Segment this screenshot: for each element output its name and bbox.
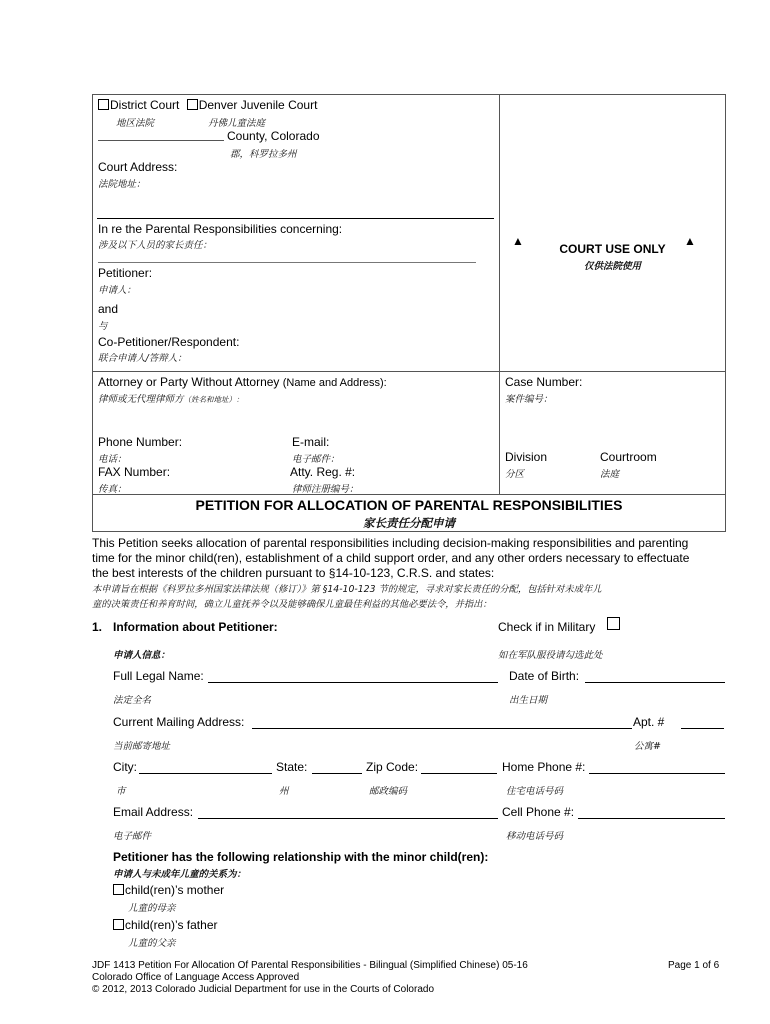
email-caption-label: E-mail:: [292, 435, 330, 449]
county-name-field[interactable]: [98, 140, 224, 141]
in-re-zh: 涉及以下人员的家长责任：: [98, 240, 213, 251]
intro-paragraph-zh: [92, 582, 732, 612]
and-label: and: [98, 302, 119, 316]
military-label: Check if in Military: [498, 620, 596, 634]
cell-phone-label: Cell Phone #:: [502, 805, 575, 819]
email-address-zh: 电子邮件: [113, 831, 152, 842]
intro-line-zh: 童的决策责任和养育时间，确立儿童抚养令以及能够确保儿童最佳利益的其他必要法令，并指出：: [92, 599, 492, 610]
petitioner-zh: 申请人：: [98, 285, 137, 296]
parties-field[interactable]: [98, 262, 476, 263]
mother-label: child(ren)’s mother: [125, 883, 225, 897]
home-phone-field[interactable]: [589, 773, 725, 774]
case-number-label: Case Number:: [505, 375, 583, 389]
district-court-zh: 地区法院: [116, 118, 155, 129]
county-label: County, Colorado: [227, 129, 320, 143]
state-label: State:: [276, 760, 308, 774]
attorney-zh: [98, 391, 244, 405]
mailing-address-label: Current Mailing Address:: [113, 715, 245, 729]
atty-reg-label: Atty. Reg. #:: [290, 465, 356, 479]
mailing-address-field[interactable]: [252, 728, 632, 729]
attorney-label-small: (Name and Address):: [282, 377, 387, 389]
dob-label: Date of Birth:: [509, 669, 580, 683]
co-petitioner-zh: 联合申请人/答辩人：: [98, 353, 187, 364]
fax-label: FAX Number:: [98, 465, 171, 479]
arrow-left-icon: ▲: [512, 234, 524, 248]
mother-option: [113, 883, 224, 897]
intro-line: the best interests of the children pursuant to §14-10-123, C.R.S. and states:: [92, 566, 495, 580]
fax-zh: 传真：: [98, 484, 127, 495]
court-address-zh: 法院地址：: [98, 179, 146, 190]
section-heading-zh: 申请人信息：: [113, 650, 171, 661]
petitioner-label: Petitioner:: [98, 266, 153, 280]
apt-label: Apt. #: [633, 715, 665, 729]
state-field[interactable]: [312, 773, 362, 774]
courtroom-label: Courtroom: [600, 450, 657, 464]
zip-label: Zip Code:: [366, 760, 419, 774]
full-name-label: Full Legal Name:: [113, 669, 204, 683]
division-label: Division: [505, 450, 548, 464]
father-checkbox[interactable]: [113, 919, 124, 930]
county-zh: 郡，科罗拉多州: [230, 149, 297, 160]
military-zh: 如在军队服役请勾选此处: [498, 650, 603, 661]
arrow-right-icon: ▲: [684, 234, 696, 248]
email-address-field[interactable]: [198, 818, 498, 819]
court-selection: [98, 98, 317, 112]
cell-phone-field[interactable]: [578, 818, 725, 819]
division-zh: 分区: [505, 469, 525, 480]
state-zh: 州: [279, 786, 289, 797]
mailing-address-zh: 当前邮寄地址: [113, 741, 171, 752]
home-phone-zh: 住宅电话号码: [506, 786, 564, 797]
apt-zh: 公寓#: [634, 741, 661, 752]
intro-line-zh: 本申请旨在根据《科罗拉多州国家法律法规（修订）》第 §14-10-123 节的规定，寻求对家长责任的分配，包括针对未成年儿: [92, 584, 602, 595]
denver-juvenile-checkbox[interactable]: [187, 99, 198, 110]
attorney-zh-small: （姓名和地址）：: [183, 395, 244, 404]
full-name-field[interactable]: [208, 682, 498, 683]
footer: [92, 960, 528, 996]
footer-approved: Colorado Office of Language Access Approved: [92, 972, 300, 983]
case-number-zh: 案件编号：: [505, 394, 553, 405]
court-address-label: Court Address:: [98, 160, 178, 174]
page-title: PETITION FOR ALLOCATION OF PARENTAL RESPONSIBILITIES: [195, 497, 623, 513]
intro-paragraph: [92, 536, 732, 581]
denver-juvenile-zh: 丹佛儿童法庭: [208, 118, 266, 129]
section-number: 1.: [92, 620, 103, 634]
attorney-zh-main: 律师或无代理律师方: [98, 394, 184, 405]
cell-phone-zh: 移动电话号码: [506, 831, 564, 842]
denver-juvenile-label: Denver Juvenile Court: [198, 98, 318, 112]
full-name-zh: 法定全名: [113, 695, 152, 706]
apt-field[interactable]: [681, 728, 724, 729]
intro-line: This Petition seeks allocation of parental responsibilities including decision-making responsibilities and parenting: [92, 536, 689, 550]
in-re-label: In re the Parental Responsibilities concerning:: [98, 222, 343, 236]
and-zh: 与: [98, 321, 108, 332]
caption-right-box: [499, 94, 726, 372]
relationship-heading-zh: 申请人与未成年儿童的关系为：: [113, 869, 247, 880]
district-court-label: District Court: [110, 98, 180, 112]
intro-line: time for the minor child(ren), establishment of a child support order, and any other orders necessary to effectuate: [92, 551, 690, 565]
military-checkbox[interactable]: [607, 617, 620, 630]
court-use-only-label: COURT USE ONLY: [559, 242, 666, 256]
mother-zh: 儿童的母亲: [128, 903, 176, 914]
father-label: child(ren)’s father: [125, 918, 218, 932]
phone-zh: 电话：: [98, 454, 127, 465]
father-option: [113, 918, 217, 932]
home-phone-label: Home Phone #:: [502, 760, 586, 774]
atty-reg-zh: 律师注册编号：: [292, 484, 359, 495]
mother-checkbox[interactable]: [113, 884, 124, 895]
section-heading: Information about Petitioner:: [113, 620, 278, 634]
court-use-only-zh: 仅供法院使用: [583, 261, 641, 272]
district-court-checkbox[interactable]: [98, 99, 109, 110]
city-zh: 市: [116, 786, 126, 797]
dob-field[interactable]: [585, 682, 725, 683]
phone-label: Phone Number:: [98, 435, 183, 449]
zip-field[interactable]: [421, 773, 497, 774]
city-label: City:: [113, 760, 137, 774]
footer-copyright: © 2012, 2013 Colorado Judicial Department for use in the Courts of Colorado: [92, 984, 435, 995]
dob-zh: 出生日期: [509, 695, 548, 706]
attorney-label-main: Attorney or Party Without Attorney: [98, 375, 280, 389]
email-caption-zh: 电子邮件：: [292, 454, 340, 465]
co-petitioner-label: Co-Petitioner/Respondent:: [98, 335, 240, 349]
courtroom-zh: 法庭: [600, 469, 620, 480]
page-title-zh: 家长责任分配申请: [363, 516, 455, 530]
city-field[interactable]: [139, 773, 272, 774]
page-number: Page 1 of 6: [668, 960, 720, 971]
email-address-label: Email Address:: [113, 805, 194, 819]
zip-zh: 邮政编码: [369, 786, 408, 797]
caption-divider: [97, 218, 494, 219]
attorney-label: [98, 375, 387, 389]
footer-form-id: JDF 1413 Petition For Allocation Of Parental Responsibilities - Bilingual (Simplified Chinese) 05-16: [92, 960, 528, 971]
father-zh: 儿童的父亲: [128, 938, 176, 949]
relationship-heading: Petitioner has the following relationship with the minor child(ren):: [113, 850, 489, 864]
